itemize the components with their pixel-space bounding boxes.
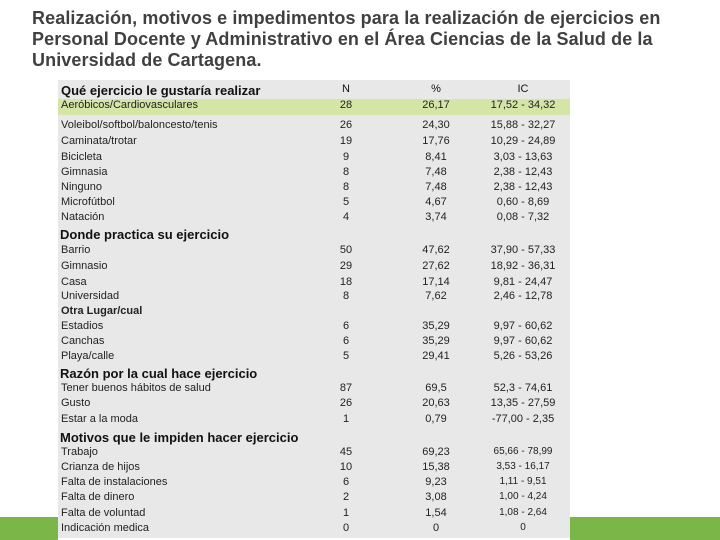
row-ic: 9,97 - 60,62 xyxy=(493,335,553,347)
header-pct: % xyxy=(431,83,441,95)
row-label: Microfútbol xyxy=(61,196,115,208)
row-label: Aeróbicos/Cardiovasculares xyxy=(61,99,198,111)
row-label: Indicación medica xyxy=(61,522,150,534)
row-label: Crianza de hijos xyxy=(61,461,140,473)
row-n: 9 xyxy=(342,151,350,163)
row-pct: 35,29 xyxy=(422,335,450,347)
row-n: 8 xyxy=(342,166,350,178)
row-n: 29 xyxy=(339,260,353,272)
row-label: Estar a la moda xyxy=(61,413,139,425)
row-ic: -77,00 - 2,35 xyxy=(491,413,555,425)
row-n: 6 xyxy=(342,476,350,488)
row-pct: 1,54 xyxy=(425,507,447,519)
row-n: 4 xyxy=(342,211,350,223)
row-pct: 9,23 xyxy=(425,476,447,488)
row-label: Playa/calle xyxy=(61,350,115,362)
row-label: Canchas xyxy=(61,335,105,347)
row-n: 45 xyxy=(339,446,353,458)
row-ic: 3,03 - 13,63 xyxy=(493,151,553,163)
row-label: Tener buenos hábitos de salud xyxy=(61,382,211,394)
row-pct: 27,62 xyxy=(422,260,450,272)
row-n: 87 xyxy=(339,382,353,394)
subsection-label: Otra Lugar/cual xyxy=(61,305,143,317)
row-n: 5 xyxy=(342,350,350,362)
row-label: Voleibol/softbol/baloncesto/tenis xyxy=(61,119,218,131)
row-pct: 3,08 xyxy=(425,491,447,503)
row-ic: 0 xyxy=(520,522,526,533)
row-ic: 17,52 - 34,32 xyxy=(490,99,556,111)
row-label: Ninguno xyxy=(61,181,102,193)
footer-accent-bar-right xyxy=(570,517,720,540)
row-pct: 47,62 xyxy=(422,244,450,256)
row-label: Universidad xyxy=(61,290,120,302)
page-title: Realización, motivos e impedimentos para la realización de ejercicios en Personal Docente y Administrativo en el Área Ciencias de la Salud de la Universidad de Cartagena. xyxy=(32,8,661,70)
row-pct: 69,5 xyxy=(425,382,447,394)
row-ic: 2,38 - 12,43 xyxy=(493,166,553,178)
row-label: Casa xyxy=(61,276,87,288)
row-label: Gusto xyxy=(61,397,91,409)
row-pct: 17,76 xyxy=(422,135,450,147)
row-label: Falta de dinero xyxy=(61,491,135,503)
row-ic: 65,66 - 78,99 xyxy=(493,446,553,457)
row-ic: 0,08 - 7,32 xyxy=(496,211,550,223)
row-n: 0 xyxy=(342,522,350,534)
header-label: Qué ejercicio le gustaría realizar xyxy=(61,83,261,98)
row-label: Gimnasia xyxy=(61,166,108,178)
row-pct: 17,14 xyxy=(422,276,450,288)
row-label: Caminata/trotar xyxy=(61,135,137,147)
row-pct: 8,41 xyxy=(425,151,447,163)
row-n: 5 xyxy=(342,196,350,208)
row-n: 6 xyxy=(342,320,350,332)
row-n: 28 xyxy=(339,99,353,111)
row-label: Gimnasio xyxy=(61,260,108,272)
row-ic: 1,08 - 2,64 xyxy=(499,507,547,518)
row-ic: 1,00 - 4,24 xyxy=(499,491,547,502)
row-pct: 7,48 xyxy=(425,181,447,193)
row-pct: 15,38 xyxy=(422,461,450,473)
row-ic: 9,81 - 24,47 xyxy=(493,276,553,288)
row-n: 10 xyxy=(339,461,353,473)
row-n: 19 xyxy=(339,135,353,147)
table-header-row xyxy=(58,83,570,99)
section-title-donde: Donde practica su ejercicio xyxy=(60,227,230,242)
header-n: N xyxy=(342,83,350,95)
row-ic: 15,88 - 32,27 xyxy=(490,119,556,131)
row-ic: 3,53 - 16,17 xyxy=(496,461,550,472)
row-pct: 26,17 xyxy=(422,99,450,111)
row-n: 2 xyxy=(342,491,350,503)
row-ic: 0,60 - 8,69 xyxy=(496,196,550,208)
section-title-razon: Razón por la cual hace ejercicio xyxy=(60,366,258,381)
row-pct: 3,74 xyxy=(425,211,447,223)
row-ic: 9,97 - 60,62 xyxy=(493,320,553,332)
row-n: 26 xyxy=(339,397,353,409)
data-table xyxy=(58,80,570,538)
row-ic: 2,38 - 12,43 xyxy=(493,181,553,193)
row-pct: 35,29 xyxy=(422,320,450,332)
row-label: Falta de instalaciones xyxy=(61,476,168,488)
row-ic: 2,46 - 12,78 xyxy=(493,290,553,302)
header-ic: IC xyxy=(517,83,529,95)
row-pct: 7,48 xyxy=(425,166,447,178)
row-ic: 10,29 - 24,89 xyxy=(490,135,556,147)
row-n: 50 xyxy=(339,244,353,256)
row-label: Bicicleta xyxy=(61,151,102,163)
row-pct: 69,23 xyxy=(422,446,450,458)
row-ic: 1,11 - 9,51 xyxy=(499,476,547,487)
row-label: Estadios xyxy=(61,320,104,332)
row-pct: 4,67 xyxy=(425,196,447,208)
row-pct: 20,63 xyxy=(422,397,450,409)
row-n: 18 xyxy=(339,276,353,288)
row-n: 8 xyxy=(342,181,350,193)
row-n: 6 xyxy=(342,335,350,347)
table-row xyxy=(58,99,570,115)
footer-accent-bar-left xyxy=(0,517,58,540)
row-pct: 24,30 xyxy=(422,119,450,131)
row-ic: 37,90 - 57,33 xyxy=(490,244,556,256)
row-ic: 18,92 - 36,31 xyxy=(490,260,556,272)
row-pct: 0,79 xyxy=(425,413,447,425)
row-ic: 13,35 - 27,59 xyxy=(490,397,556,409)
row-n: 8 xyxy=(342,290,350,302)
row-pct: 29,41 xyxy=(422,350,450,362)
row-pct: 7,62 xyxy=(425,290,447,302)
row-pct: 0 xyxy=(432,522,440,534)
row-label: Barrio xyxy=(61,244,91,256)
row-ic: 52,3 - 74,61 xyxy=(493,382,553,394)
row-n: 1 xyxy=(342,413,350,425)
row-label: Trabajo xyxy=(61,446,98,458)
row-label: Natación xyxy=(61,211,105,223)
row-label: Falta de voluntad xyxy=(61,507,146,519)
row-ic: 5,26 - 53,26 xyxy=(493,350,553,362)
section-title-motivos: Motivos que le impiden hacer ejercicio xyxy=(60,430,299,445)
row-n: 1 xyxy=(342,507,350,519)
row-n: 26 xyxy=(339,119,353,131)
